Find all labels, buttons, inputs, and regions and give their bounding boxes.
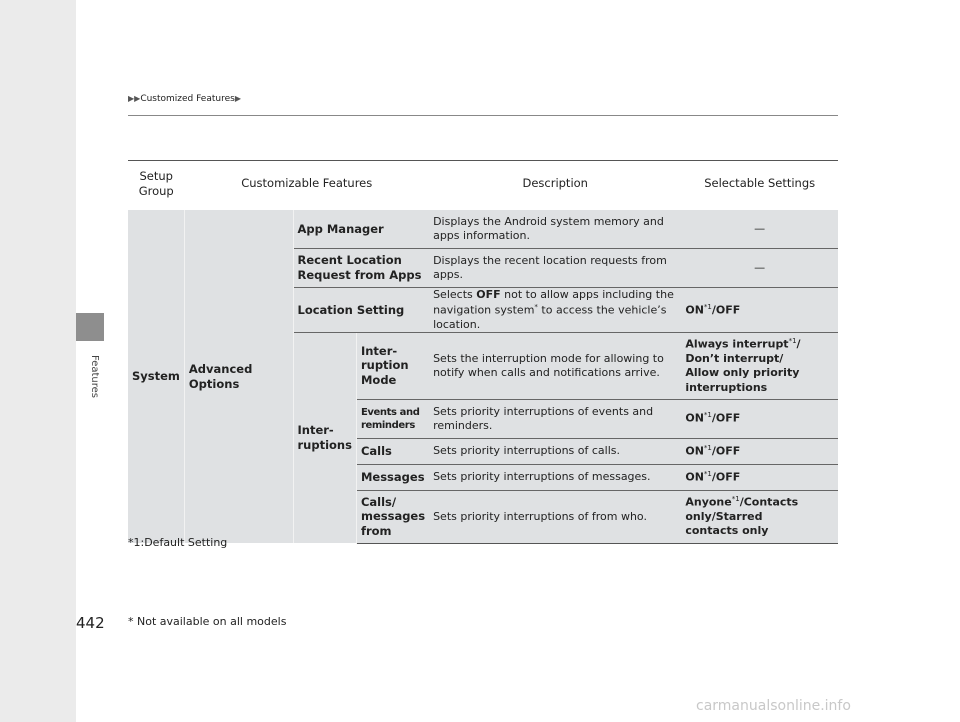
setting-on: ON bbox=[685, 303, 704, 317]
description-location-setting bbox=[429, 288, 681, 333]
default-setting-footnote: *1:Default Setting bbox=[128, 536, 228, 549]
setup-group-system: System bbox=[128, 210, 184, 544]
page-number: 442 bbox=[76, 614, 105, 632]
setting-on: ON bbox=[685, 412, 704, 426]
availability-note: * Not available on all models bbox=[128, 615, 287, 628]
default-mark: *1 bbox=[703, 443, 712, 452]
description-text: not to allow apps including the navigation system bbox=[433, 288, 674, 317]
feature-calls-messages-from: Calls/ messages from bbox=[356, 490, 429, 543]
subgroup-advanced-options: Advanced Options bbox=[184, 210, 293, 544]
setting-separator: / bbox=[711, 303, 716, 317]
customizable-features-table bbox=[128, 160, 838, 544]
setting-calls bbox=[681, 438, 838, 464]
description-text: to access the vehicle’s location. bbox=[433, 303, 667, 331]
default-mark: *1 bbox=[788, 337, 797, 345]
breadcrumb-title[interactable]: Customized Features bbox=[140, 94, 235, 104]
description-app-manager: Displays the Android system memory and apps information. bbox=[429, 210, 681, 249]
description-calls-messages-from: Sets priority interruptions of from who. bbox=[429, 490, 681, 543]
setting-separator: / bbox=[711, 412, 716, 426]
feature-location-setting: Location Setting bbox=[293, 288, 429, 333]
not-all-models-mark: * bbox=[534, 302, 538, 311]
description-interruption-mode: Sets the interruption mode for allowing to notify when calls and notifications arrive. bbox=[429, 332, 681, 399]
default-mark: *1 bbox=[703, 302, 712, 311]
breadcrumb-end-arrow-icon: ▶ bbox=[234, 94, 241, 103]
watermark: carmanualsonline.info bbox=[696, 698, 851, 714]
setting-interruption-mode bbox=[681, 332, 838, 399]
setting-off: OFF bbox=[715, 303, 741, 317]
default-mark: *1 bbox=[703, 411, 712, 420]
setting-always-interrupt: Always interrupt bbox=[685, 337, 789, 351]
feature-recent-location: Recent Location Request from Apps bbox=[293, 249, 429, 288]
setting-messages bbox=[681, 464, 838, 490]
header-description: Description bbox=[429, 161, 681, 210]
breadcrumb bbox=[128, 94, 241, 104]
setting-off: OFF bbox=[715, 412, 741, 426]
description-events-reminders: Sets priority interruptions of events and reminders. bbox=[429, 399, 681, 438]
description-messages: Sets priority interruptions of messages. bbox=[429, 464, 681, 490]
default-mark: *1 bbox=[703, 469, 712, 478]
setting-separator: / bbox=[711, 444, 716, 458]
breadcrumb-arrow-icon: ▶▶ bbox=[128, 94, 141, 103]
feature-events-reminders: Events and reminders bbox=[356, 399, 429, 438]
description-recent-location: Displays the recent location requests from apps. bbox=[429, 249, 681, 288]
setting-other-options: / Don’t interrupt/ Allow only priority interruptions bbox=[685, 337, 801, 394]
setting-events-reminders bbox=[681, 399, 838, 438]
setting-app-manager: — bbox=[681, 210, 838, 249]
setting-recent-location: — bbox=[681, 249, 838, 288]
interruptions-group: Inter- ruptions bbox=[293, 332, 356, 543]
feature-interruption-mode: Inter- ruption Mode bbox=[356, 332, 429, 399]
setting-separator: / bbox=[711, 470, 716, 484]
description-calls: Sets priority interruptions of calls. bbox=[429, 438, 681, 464]
setting-on: ON bbox=[685, 444, 704, 458]
header-setup-group: Setup Group bbox=[128, 161, 184, 210]
header-customizable-features: Customizable Features bbox=[184, 161, 429, 210]
setting-location-setting bbox=[681, 288, 838, 333]
setting-other-options: /Contacts only/Starred contacts only bbox=[685, 495, 799, 538]
description-text: Selects bbox=[433, 288, 477, 302]
header-selectable-settings: Selectable Settings bbox=[681, 161, 838, 210]
setting-anyone: Anyone bbox=[685, 495, 732, 509]
setting-off: OFF bbox=[715, 444, 741, 458]
description-off: OFF bbox=[476, 288, 501, 302]
default-mark: *1 bbox=[731, 495, 740, 504]
feature-app-manager: App Manager bbox=[293, 210, 429, 249]
setting-on: ON bbox=[685, 470, 704, 484]
header-rule bbox=[128, 115, 838, 116]
section-label: Features bbox=[89, 355, 100, 398]
feature-calls: Calls bbox=[356, 438, 429, 464]
setting-off: OFF bbox=[715, 470, 741, 484]
feature-messages: Messages bbox=[356, 464, 429, 490]
sidebar bbox=[0, 0, 76, 722]
setting-calls-messages-from bbox=[681, 490, 838, 543]
